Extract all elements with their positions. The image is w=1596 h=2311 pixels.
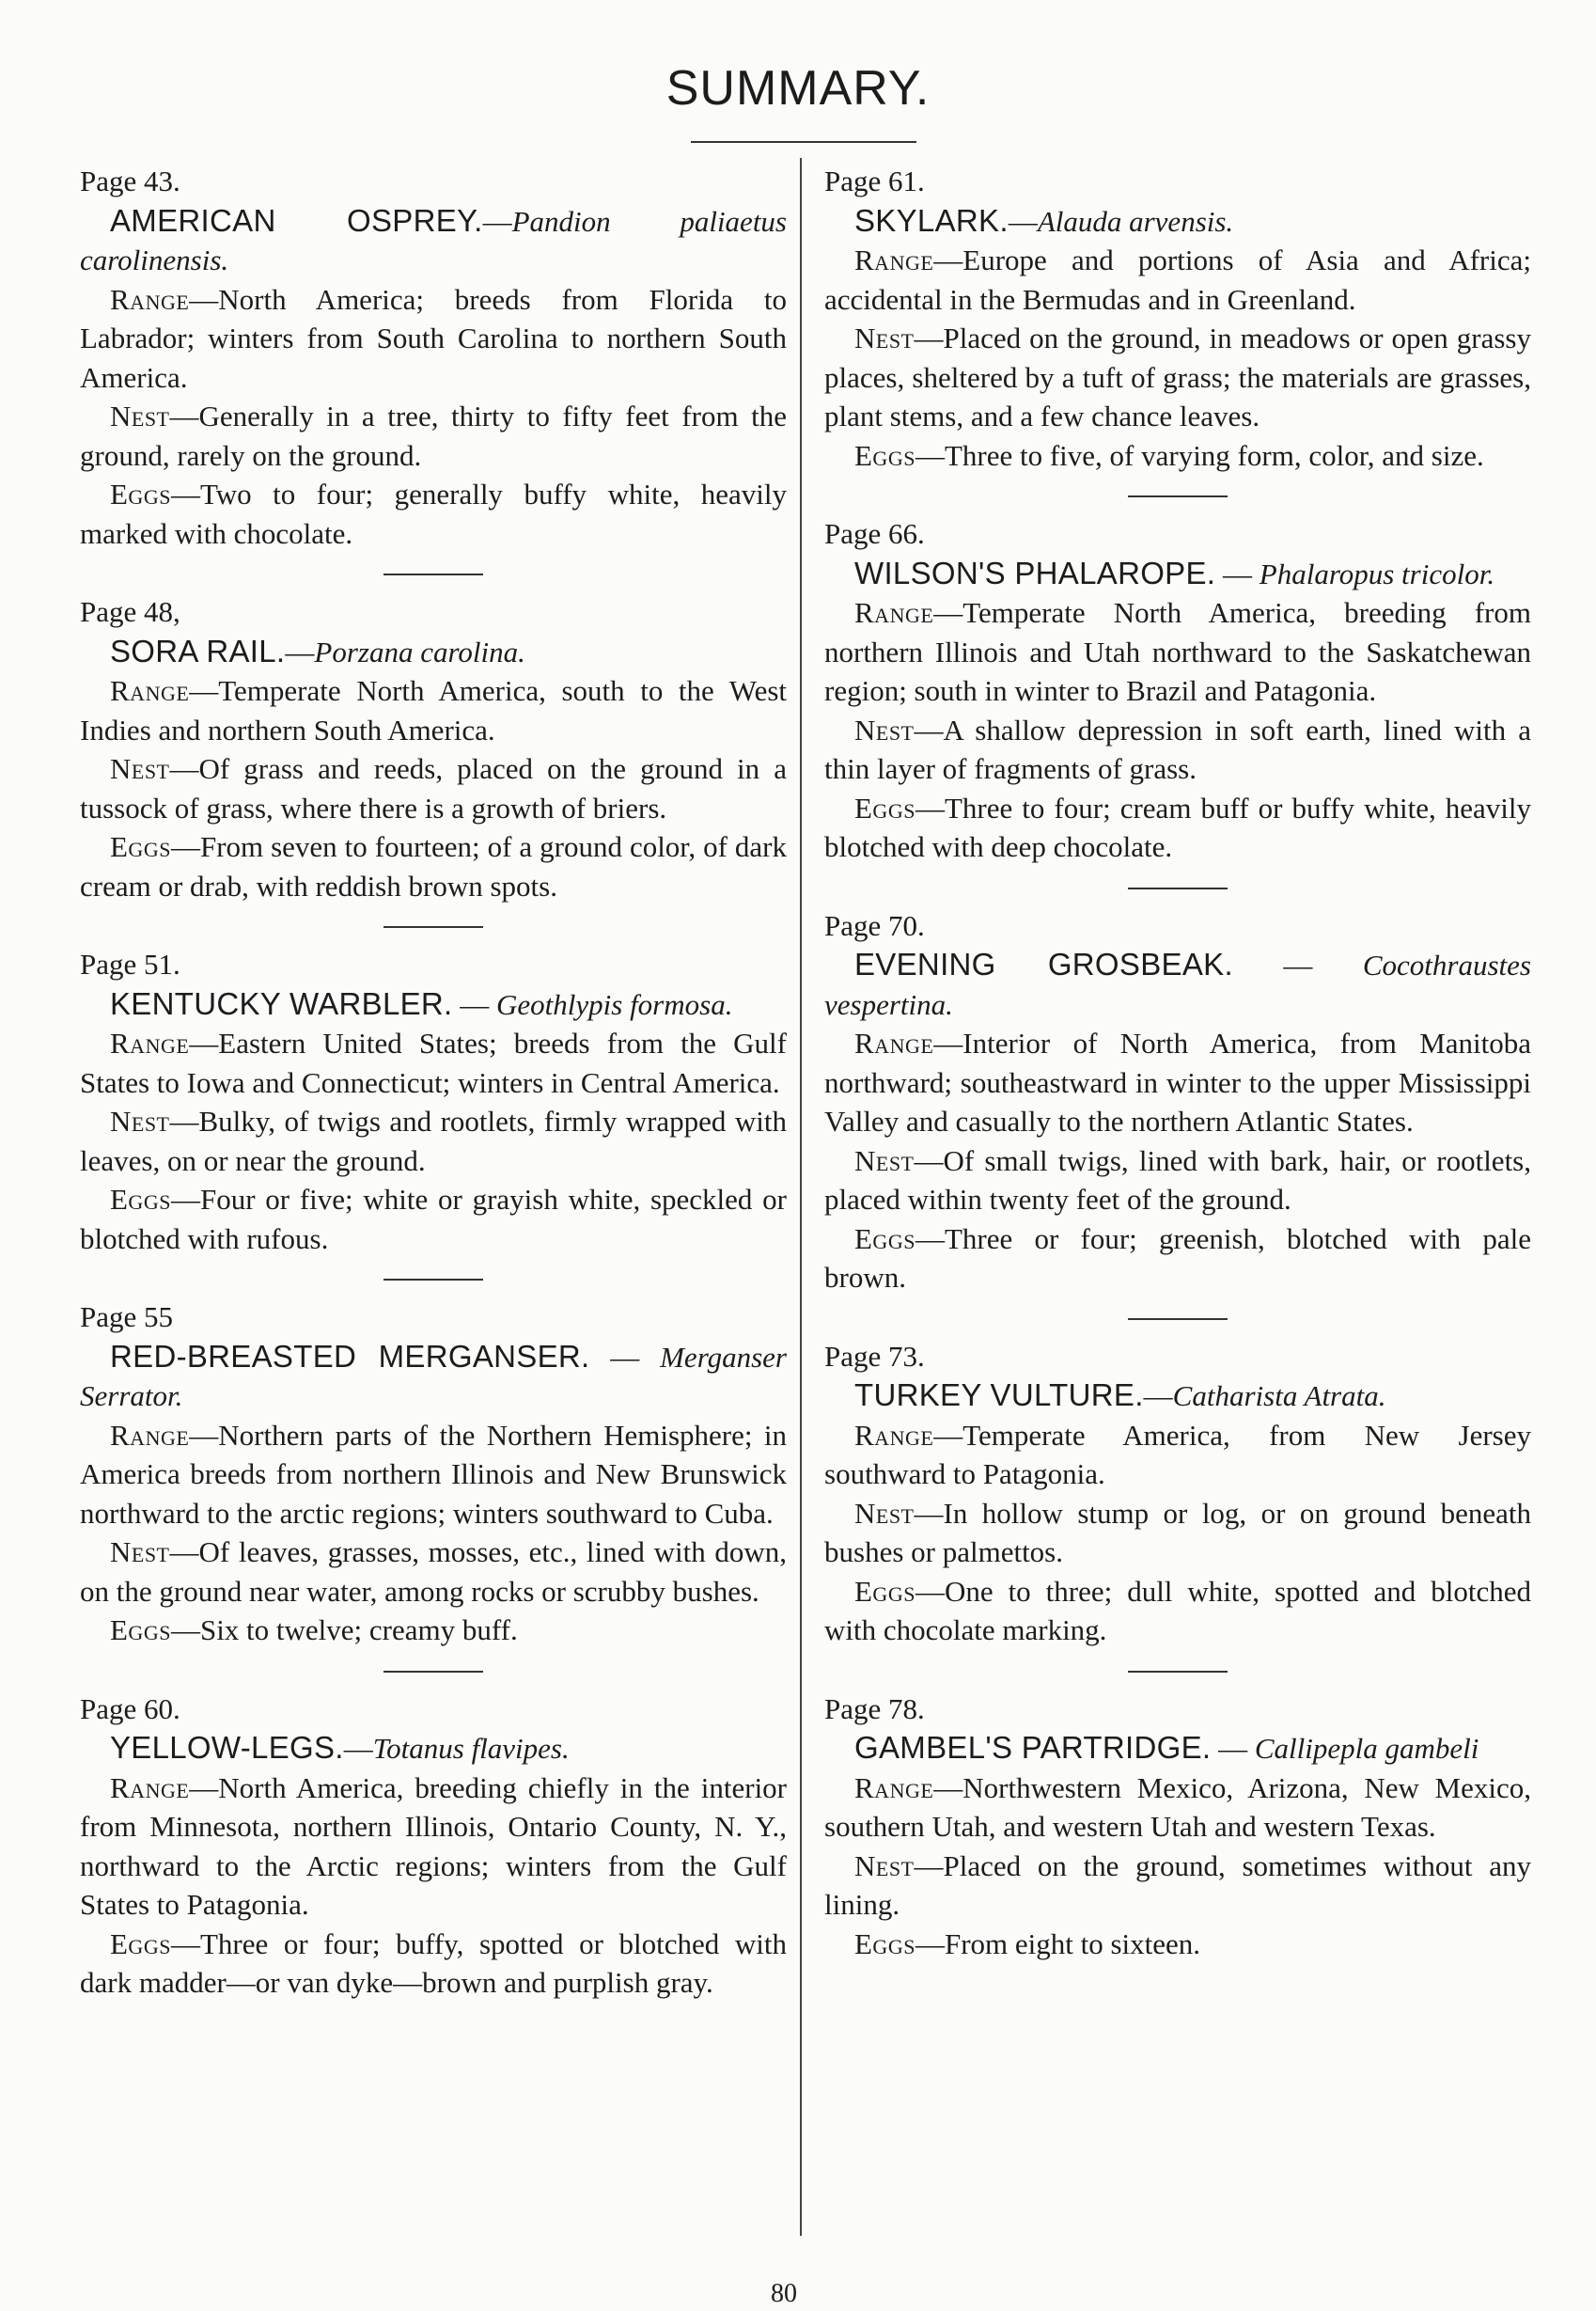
species-heading bbox=[824, 554, 1531, 594]
heading-dash: — bbox=[1211, 1732, 1255, 1765]
range-paragraph bbox=[824, 1024, 1531, 1141]
scientific-name: Geothlypis formosa. bbox=[496, 987, 733, 1021]
eggs-label: Eggs bbox=[110, 830, 171, 863]
range-label: Range bbox=[854, 596, 934, 629]
eggs-label: Eggs bbox=[854, 1574, 915, 1608]
eggs-paragraph bbox=[824, 436, 1531, 476]
range-text: —Interior of North America, from Manitoba northward; southeastward in winter to the upper Mississippi Valley and casually to the northern Atlantic States. bbox=[824, 1027, 1531, 1138]
page-reference: Page 43. bbox=[80, 165, 180, 197]
species-heading bbox=[824, 945, 1531, 1024]
eggs-text: —Three or four; greenish, blotched with pale brown. bbox=[824, 1221, 1531, 1294]
common-name: WILSON'S PHALAROPE. bbox=[854, 555, 1216, 590]
range-paragraph bbox=[824, 1769, 1531, 1847]
eggs-paragraph bbox=[80, 1611, 787, 1650]
scientific-name: Phalaropus tricolor. bbox=[1259, 557, 1495, 590]
species-entry bbox=[80, 1297, 787, 1650]
eggs-label: Eggs bbox=[854, 791, 915, 825]
title-rule bbox=[691, 141, 916, 143]
page-reference: Page 60. bbox=[80, 1691, 180, 1725]
heading-dash: — bbox=[589, 1340, 661, 1374]
nest-label: Nest bbox=[854, 1848, 915, 1882]
nest-text: —Of grass and reeds, placed on the ground in a tussock of grass, where there is a growth of briers. bbox=[80, 752, 787, 825]
range-label: Range bbox=[854, 1027, 934, 1060]
range-label: Range bbox=[110, 282, 190, 316]
species-heading bbox=[80, 1728, 787, 1769]
nest-text: —Of leaves, grasses, mosses, etc., lined with down, on the ground near water, among rocks or scrubby bushes. bbox=[80, 1535, 787, 1608]
range-label: Range bbox=[110, 1418, 190, 1452]
scientific-name: Pandion paliaetus carolinensis. bbox=[80, 204, 787, 276]
range-label: Range bbox=[854, 244, 934, 276]
page-reference: Page 55 bbox=[80, 1300, 174, 1333]
range-paragraph bbox=[80, 671, 787, 749]
eggs-paragraph bbox=[824, 1925, 1531, 1964]
page-reference: Page 78. bbox=[824, 1691, 925, 1725]
eggs-text: —Four or five; white or grayish white, speckled or blotched with rufous. bbox=[80, 1183, 787, 1255]
scientific-name: Porzana carolina. bbox=[314, 635, 525, 668]
eggs-label: Eggs bbox=[110, 1613, 171, 1646]
page-reference: Page 51. bbox=[80, 948, 180, 981]
eggs-paragraph bbox=[824, 1572, 1531, 1650]
eggs-paragraph bbox=[80, 1925, 787, 2003]
common-name: GAMBEL'S PARTRIDGE. bbox=[854, 1730, 1212, 1765]
eggs-paragraph bbox=[80, 827, 787, 905]
nest-paragraph bbox=[80, 397, 787, 475]
nest-paragraph bbox=[80, 1533, 787, 1611]
species-heading bbox=[80, 984, 787, 1025]
entry-separator bbox=[1128, 1671, 1228, 1673]
nest-label: Nest bbox=[110, 752, 170, 785]
eggs-paragraph bbox=[80, 475, 787, 553]
nest-paragraph bbox=[80, 1102, 787, 1180]
entry-separator bbox=[1128, 1318, 1228, 1320]
species-entry bbox=[80, 162, 787, 553]
range-text: —Northwestern Mexico, Arizona, New Mexico, southern Utah, and western Utah and western Texas. bbox=[824, 1770, 1531, 1843]
nest-label: Nest bbox=[110, 400, 170, 432]
range-paragraph bbox=[824, 241, 1531, 319]
eggs-paragraph bbox=[824, 1219, 1531, 1297]
range-label: Range bbox=[854, 1770, 934, 1804]
common-name: EVENING GROSBEAK. bbox=[854, 947, 1233, 982]
page-reference: Page 70. bbox=[824, 908, 925, 942]
range-paragraph bbox=[824, 593, 1531, 711]
common-name: KENTUCKY WARBLER. bbox=[110, 985, 453, 1021]
species-heading bbox=[80, 1337, 787, 1416]
species-entry bbox=[824, 1337, 1531, 1650]
nest-paragraph bbox=[824, 319, 1531, 436]
nest-label: Nest bbox=[854, 1143, 915, 1177]
range-text: —Northern parts of the Northern Hemisphere; in America breeds from northern Illinois and New Brunswick northward to the arctic regions; winters southward to Cuba. bbox=[80, 1418, 787, 1530]
range-text: —North America; breeds from Florida to Labrador; winters from South Carolina to northern South America. bbox=[80, 282, 787, 394]
heading-dash: — bbox=[1008, 204, 1038, 238]
common-name: SORA RAIL. bbox=[110, 633, 286, 668]
common-name: AMERICAN OSPREY. bbox=[110, 202, 483, 238]
nest-paragraph bbox=[824, 711, 1531, 789]
range-text: —Temperate America, from New Jersey southward to Patagonia. bbox=[824, 1418, 1531, 1490]
range-text: —Temperate North America, south to the West Indies and northern South America. bbox=[80, 674, 787, 747]
nest-text: —Generally in a tree, thirty to fifty feet from the ground, rarely on the ground. bbox=[80, 400, 787, 472]
nest-label: Nest bbox=[854, 322, 915, 354]
range-text: —Temperate North America, breeding from northern Illinois and Utah northward to the Saskatchewan region; south in winter to Brazil and Patagonia. bbox=[824, 596, 1531, 707]
range-paragraph bbox=[80, 1416, 787, 1533]
nest-paragraph bbox=[824, 1494, 1531, 1572]
scientific-name: Catharista Atrata. bbox=[1172, 1379, 1386, 1412]
species-entry bbox=[824, 1690, 1531, 1964]
nest-label: Nest bbox=[110, 1105, 170, 1138]
heading-dash: — bbox=[1232, 949, 1363, 982]
nest-paragraph bbox=[80, 749, 787, 827]
common-name: SKYLARK. bbox=[854, 202, 1009, 238]
eggs-label: Eggs bbox=[854, 1926, 915, 1960]
species-heading bbox=[824, 1728, 1531, 1769]
entry-separator bbox=[1128, 888, 1228, 889]
nest-label: Nest bbox=[110, 1535, 170, 1568]
entry-separator bbox=[1128, 495, 1228, 497]
nest-label: Nest bbox=[854, 1496, 915, 1530]
species-heading bbox=[80, 632, 787, 672]
nest-text: —Bulky, of twigs and rootlets, firmly wrapped with leaves, on or near the ground. bbox=[80, 1105, 787, 1177]
nest-text: —Placed on the ground, in meadows or open grassy places, sheltered by a tuft of grass; the materials are grasses, plant stems, and a few chance leaves. bbox=[824, 322, 1531, 432]
range-label: Range bbox=[854, 1418, 934, 1452]
common-name: RED-BREASTED MERGANSER. bbox=[110, 1338, 590, 1374]
species-heading bbox=[824, 1376, 1531, 1416]
nest-paragraph bbox=[824, 1141, 1531, 1219]
species-entry bbox=[824, 514, 1531, 867]
range-label: Range bbox=[110, 1027, 190, 1060]
range-text: —Europe and portions of Asia and Africa; accidental in the Bermudas and in Greenland. bbox=[824, 244, 1531, 316]
heading-dash: — bbox=[1215, 557, 1260, 590]
nest-text: —A shallow depression in soft earth, lined with a thin layer of fragments of grass. bbox=[824, 713, 1531, 785]
nest-label: Nest bbox=[854, 713, 915, 747]
nest-paragraph bbox=[824, 1847, 1531, 1925]
range-paragraph bbox=[80, 1024, 787, 1102]
page-reference: Page 73. bbox=[824, 1339, 925, 1373]
left-column bbox=[80, 162, 787, 2003]
heading-dash: — bbox=[1143, 1379, 1173, 1412]
scientific-name: Totanus flavipes. bbox=[372, 1732, 570, 1765]
species-entry bbox=[80, 592, 787, 905]
eggs-text: —From seven to fourteen; of a ground color, of dark cream or drab, with reddish brown spots. bbox=[80, 830, 787, 903]
range-label: Range bbox=[110, 1770, 190, 1804]
page-reference: Page 66. bbox=[824, 517, 925, 550]
eggs-label: Eggs bbox=[854, 438, 915, 472]
heading-dash: — bbox=[285, 635, 315, 668]
range-paragraph bbox=[80, 280, 787, 398]
eggs-text: —Six to twelve; creamy buff. bbox=[170, 1613, 518, 1646]
eggs-text: —One to three; dull white, spotted and blotched with chocolate marking. bbox=[824, 1574, 1531, 1646]
eggs-label: Eggs bbox=[854, 1221, 915, 1255]
common-name: TURKEY VULTURE. bbox=[854, 1377, 1144, 1412]
scientific-name: Merganser Serrator. bbox=[80, 1340, 787, 1412]
range-text: —Eastern United States; breeds from the Gulf States to Iowa and Connecticut; winters in Central America. bbox=[80, 1027, 787, 1099]
scientific-name: Alauda arvensis. bbox=[1037, 204, 1234, 238]
nest-text: —In hollow stump or log, or on ground beneath bushes or palmettos. bbox=[824, 1496, 1531, 1568]
page-reference: Page 48, bbox=[80, 595, 180, 628]
page-number: 80 bbox=[771, 2279, 797, 2308]
entry-separator bbox=[383, 926, 483, 928]
entry-separator bbox=[383, 1671, 483, 1673]
eggs-paragraph bbox=[824, 789, 1531, 867]
eggs-label: Eggs bbox=[110, 1926, 171, 1960]
nest-text: —Of small twigs, lined with bark, hair, or rootlets, placed within twenty feet of the ground. bbox=[824, 1143, 1531, 1216]
range-paragraph bbox=[824, 1416, 1531, 1494]
species-entry bbox=[80, 1690, 787, 2003]
species-entry bbox=[80, 945, 787, 1258]
entry-separator bbox=[383, 574, 483, 575]
range-paragraph bbox=[80, 1769, 787, 1925]
eggs-text: —From eight to sixteen. bbox=[915, 1926, 1201, 1960]
entry-separator bbox=[383, 1279, 483, 1281]
heading-dash: — bbox=[452, 987, 497, 1021]
eggs-label: Eggs bbox=[110, 1183, 171, 1216]
eggs-paragraph bbox=[80, 1180, 787, 1258]
scientific-name: Callipepla gambeli bbox=[1254, 1732, 1479, 1765]
eggs-label: Eggs bbox=[110, 478, 171, 511]
page-title: SUMMARY. bbox=[665, 61, 931, 116]
range-text: —North America, breeding chiefly in the interior from Minnesota, northern Illinois, Ontario County, N. Y., northward to the Arctic regions; winters from the Gulf States to Patagonia. bbox=[80, 1770, 787, 1921]
species-heading bbox=[80, 201, 787, 280]
heading-dash: — bbox=[482, 204, 512, 238]
nest-text: —Placed on the ground, sometimes without any lining. bbox=[824, 1848, 1531, 1921]
eggs-text: —Three or four; buffy, spotted or blotched with dark madder—or van dyke—brown and purplish gray. bbox=[80, 1926, 787, 1999]
range-label: Range bbox=[110, 674, 190, 707]
right-column bbox=[824, 162, 1531, 1963]
eggs-text: —Three to four; cream buff or buffy white, heavily blotched with deep chocolate. bbox=[824, 791, 1531, 863]
eggs-text: —Two to four; generally buffy white, heavily marked with chocolate. bbox=[80, 478, 787, 550]
column-divider bbox=[800, 158, 802, 2236]
common-name: YELLOW-LEGS. bbox=[110, 1730, 344, 1765]
species-entry bbox=[824, 162, 1531, 475]
page-reference: Page 61. bbox=[824, 165, 925, 197]
species-heading bbox=[824, 201, 1531, 242]
scientific-name: Cocothraustes vespertina. bbox=[824, 949, 1531, 1021]
eggs-text: —Three to five, of varying form, color, and size. bbox=[915, 438, 1484, 472]
species-entry bbox=[824, 906, 1531, 1297]
heading-dash: — bbox=[343, 1732, 373, 1765]
